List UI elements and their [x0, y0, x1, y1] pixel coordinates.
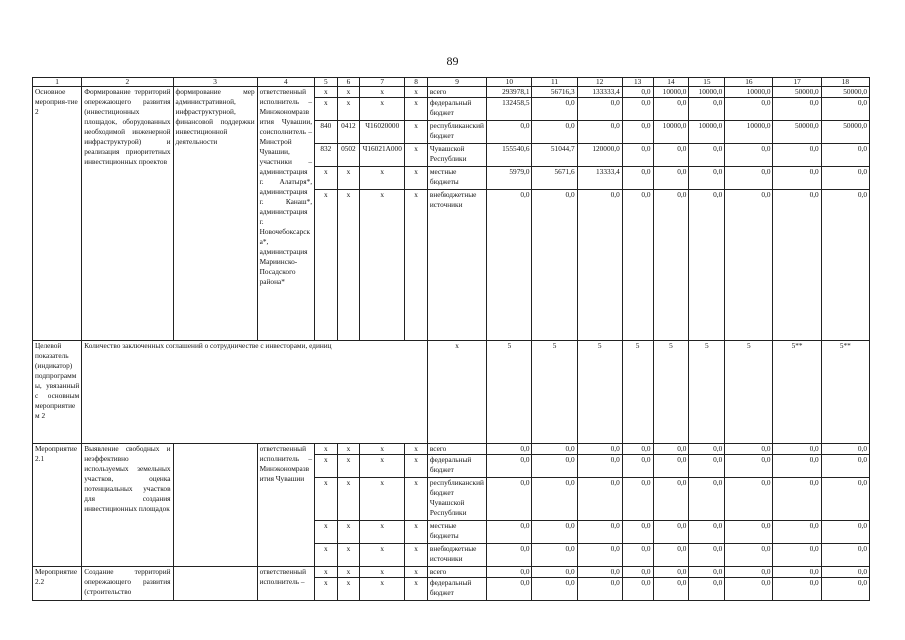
section-code: 0412 [337, 121, 360, 144]
expense-type-code: x [405, 544, 428, 567]
amount-cell: 0,0 [689, 567, 725, 578]
target-value: 5 [622, 341, 653, 444]
amount-cell: 0,0 [725, 444, 773, 455]
amount-cell: 0,0 [725, 98, 773, 121]
amount-cell: 0,0 [532, 578, 577, 601]
funding-source: местные бюджеты [427, 521, 486, 544]
amount-cell: 0,0 [577, 98, 622, 121]
target-article-code: x [360, 98, 405, 121]
amount-cell: 0,0 [725, 167, 773, 190]
amount-cell: 0,0 [773, 190, 821, 341]
amount-cell: 10000,0 [653, 87, 689, 98]
amount-cell: 0,0 [773, 144, 821, 167]
amount-cell: 0,0 [689, 98, 725, 121]
header-cell: 15 [689, 78, 725, 87]
amount-cell: 50000,0 [773, 87, 821, 98]
amount-cell: 0,0 [577, 190, 622, 341]
amount-cell: 0,0 [653, 167, 689, 190]
target-article-code: x [360, 87, 405, 98]
amount-cell: 0,0 [773, 521, 821, 544]
amount-cell: 0,0 [622, 167, 653, 190]
amount-cell: 0,0 [725, 567, 773, 578]
target-article-code: x [360, 521, 405, 544]
expense-type-code: x [405, 567, 428, 578]
target-value: 5** [821, 341, 869, 444]
grbs-code: x [315, 478, 338, 521]
funding-source: федеральный бюджет [427, 455, 486, 478]
header-cell: 2 [82, 78, 173, 87]
amount-cell: 0,0 [622, 455, 653, 478]
amount-cell: 0,0 [622, 144, 653, 167]
amount-cell: 0,0 [487, 521, 532, 544]
amount-cell: 0,0 [487, 455, 532, 478]
funding-source: республиканский бюджет [427, 121, 486, 144]
amount-cell: 0,0 [689, 190, 725, 341]
activity-measures [173, 444, 257, 567]
funding-source: федеральный бюджет [427, 578, 486, 601]
amount-cell: 132458,5 [487, 98, 532, 121]
activity-description: Выявление свободных и неэффективно используемых земельных участков, оценка потенциальных участков для создания инвестиционных площадок [82, 444, 173, 567]
amount-cell: 0,0 [577, 578, 622, 601]
amount-cell: 0,0 [689, 167, 725, 190]
expense-type-code: x [405, 444, 428, 455]
amount-cell: 0,0 [773, 444, 821, 455]
amount-cell: 0,0 [577, 544, 622, 567]
amount-cell: 0,0 [622, 578, 653, 601]
amount-cell: 0,0 [487, 478, 532, 521]
target-article-code: x [360, 190, 405, 341]
amount-cell: 0,0 [821, 578, 869, 601]
funding-source: всего [427, 444, 486, 455]
amount-cell: 0,0 [725, 478, 773, 521]
amount-cell: 0,0 [821, 544, 869, 567]
funding-source: местные бюджеты [427, 167, 486, 190]
amount-cell: 0,0 [622, 544, 653, 567]
amount-cell: 133333,4 [577, 87, 622, 98]
activity-label: Мероприятие 2.2 [33, 567, 82, 601]
amount-cell: 0,0 [725, 521, 773, 544]
header-cell: 18 [821, 78, 869, 87]
amount-cell: 0,0 [622, 98, 653, 121]
amount-cell: 0,0 [577, 521, 622, 544]
amount-cell: 0,0 [622, 444, 653, 455]
amount-cell: 10000,0 [725, 87, 773, 98]
header-cell: 4 [257, 78, 314, 87]
amount-cell: 0,0 [653, 144, 689, 167]
amount-cell: 50000,0 [821, 121, 869, 144]
amount-cell: 5671,6 [532, 167, 577, 190]
target-label: Целевой показатель (индикатор) подпрограммы, увязанный с основным мероприятием 2 [33, 341, 82, 444]
responsible-executor: ответственный исполнитель – [257, 567, 314, 601]
amount-cell: 50000,0 [821, 87, 869, 98]
amount-cell: 0,0 [773, 98, 821, 121]
amount-cell: 0,0 [577, 444, 622, 455]
section-code: x [337, 167, 360, 190]
header-cell: 12 [577, 78, 622, 87]
expense-type-code: x [405, 121, 428, 144]
header-cell: 1 [33, 78, 82, 87]
amount-cell: 0,0 [689, 578, 725, 601]
funding-source: всего [427, 567, 486, 578]
amount-cell: 0,0 [821, 478, 869, 521]
table-row [33, 87, 870, 98]
target-text: Количество заключенных соглашений о сотрудничестве с инвесторами, единиц [82, 341, 428, 444]
target-value: 5 [725, 341, 773, 444]
amount-cell: 0,0 [653, 578, 689, 601]
amount-cell: 10000,0 [653, 121, 689, 144]
amount-cell: 0,0 [773, 578, 821, 601]
grbs-code: x [315, 98, 338, 121]
amount-cell: 0,0 [689, 444, 725, 455]
amount-cell: 0,0 [653, 567, 689, 578]
section-code: x [337, 567, 360, 578]
amount-cell: 0,0 [622, 521, 653, 544]
amount-cell: 0,0 [577, 121, 622, 144]
header-cell: 5 [315, 78, 338, 87]
target-article-code: x [360, 478, 405, 521]
section-code: 0502 [337, 144, 360, 167]
amount-cell: 0,0 [487, 578, 532, 601]
expense-type-code: x [405, 521, 428, 544]
section-code: x [337, 521, 360, 544]
activity-measures: формирование мер административной, инфраструктурной, финансовой поддержки инвестиционной деятельности [173, 87, 257, 341]
activity-measures [173, 567, 257, 601]
amount-cell: 0,0 [653, 444, 689, 455]
amount-cell: 0,0 [622, 478, 653, 521]
target-article-code: Ч16020000 [360, 121, 405, 144]
target-value: 5 [487, 341, 532, 444]
target-article-code: x [360, 544, 405, 567]
amount-cell: 0,0 [653, 521, 689, 544]
grbs-code: x [315, 567, 338, 578]
expense-type-code: x [405, 98, 428, 121]
amount-cell: 0,0 [653, 98, 689, 121]
header-cell: 6 [337, 78, 360, 87]
section-code: x [337, 578, 360, 601]
target-mark: x [427, 341, 486, 444]
amount-cell: 10000,0 [689, 87, 725, 98]
grbs-code: x [315, 87, 338, 98]
amount-cell: 0,0 [577, 567, 622, 578]
target-value: 5 [532, 341, 577, 444]
amount-cell: 293978,1 [487, 87, 532, 98]
header-cell: 13 [622, 78, 653, 87]
amount-cell: 0,0 [653, 190, 689, 341]
grbs-code: x [315, 190, 338, 341]
amount-cell: 0,0 [532, 444, 577, 455]
funding-source: республиканский бюджет Чувашской Республики [427, 478, 486, 521]
grbs-code: x [315, 578, 338, 601]
amount-cell: 56716,3 [532, 87, 577, 98]
expense-type-code: x [405, 578, 428, 601]
target-value: 5** [773, 341, 821, 444]
target-article-code: Ч16021A000 [360, 144, 405, 167]
amount-cell: 0,0 [725, 144, 773, 167]
header-cell: 10 [487, 78, 532, 87]
section-code: x [337, 444, 360, 455]
amount-cell: 0,0 [653, 478, 689, 521]
funding-source: Чувашской Республики [427, 144, 486, 167]
amount-cell: 0,0 [773, 455, 821, 478]
amount-cell: 13333,4 [577, 167, 622, 190]
header-cell: 7 [360, 78, 405, 87]
amount-cell: 0,0 [532, 567, 577, 578]
expense-type-code: x [405, 190, 428, 341]
amount-cell: 0,0 [773, 167, 821, 190]
expense-type-code: x [405, 455, 428, 478]
amount-cell: 0,0 [821, 444, 869, 455]
amount-cell: 0,0 [653, 544, 689, 567]
section-code: x [337, 87, 360, 98]
amount-cell: 10000,0 [725, 121, 773, 144]
header-cell: 9 [427, 78, 486, 87]
target-value: 5 [577, 341, 622, 444]
grbs-code: x [315, 544, 338, 567]
amount-cell: 0,0 [689, 521, 725, 544]
amount-cell: 0,0 [532, 98, 577, 121]
target-value: 5 [689, 341, 725, 444]
activity-description: Формирование территорий опережающего развития (инвестиционных площадок, оборудованных необходимой инженерной инфраструктурой) и реализация приоритетных инвестиционных проектов [82, 87, 173, 341]
grbs-code: x [315, 455, 338, 478]
amount-cell: 0,0 [689, 455, 725, 478]
responsible-executor: ответственный исполнитель – Минэкономразвития Чувашии, соисполнитель – Минстрой Чувашии, участники – администрация г. Алатыря*, администрация г. Канаш*, администрация г. Новочебоксарска*, администрация Мариинско-Посадского района* [257, 87, 314, 341]
amount-cell: 0,0 [487, 567, 532, 578]
amount-cell: 0,0 [725, 455, 773, 478]
grbs-code: x [315, 167, 338, 190]
amount-cell: 120000,0 [577, 144, 622, 167]
section-code: x [337, 455, 360, 478]
header-cell: 8 [405, 78, 428, 87]
header-cell: 16 [725, 78, 773, 87]
amount-cell: 0,0 [689, 544, 725, 567]
amount-cell: 155540,6 [487, 144, 532, 167]
target-value: 5 [653, 341, 689, 444]
funding-source: всего [427, 87, 486, 98]
amount-cell: 0,0 [487, 544, 532, 567]
activity-label: Мероприятие 2.1 [33, 444, 82, 567]
amount-cell: 0,0 [773, 478, 821, 521]
expense-type-code: x [405, 144, 428, 167]
amount-cell: 0,0 [821, 190, 869, 341]
activity-label: Основное мероприя-тие 2 [33, 87, 82, 341]
funding-source: федеральный бюджет [427, 98, 486, 121]
grbs-code: x [315, 521, 338, 544]
amount-cell: 0,0 [577, 455, 622, 478]
amount-cell: 0,0 [689, 478, 725, 521]
expense-type-code: x [405, 167, 428, 190]
page-number: 89 [446, 54, 459, 68]
header-cell: 3 [173, 78, 257, 87]
amount-cell: 0,0 [622, 121, 653, 144]
header-cell: 14 [653, 78, 689, 87]
amount-cell: 50000,0 [773, 121, 821, 144]
amount-cell: 0,0 [821, 521, 869, 544]
funding-source: внебюджетные источники [427, 190, 486, 341]
amount-cell: 0,0 [532, 521, 577, 544]
amount-cell: 0,0 [577, 478, 622, 521]
section-code: x [337, 544, 360, 567]
section-code: x [337, 190, 360, 341]
amount-cell: 0,0 [487, 121, 532, 144]
table-row [33, 567, 870, 578]
target-indicator-row [33, 341, 870, 444]
expense-type-code: x [405, 478, 428, 521]
table-row [33, 444, 870, 455]
section-code: x [337, 478, 360, 521]
header-cell: 11 [532, 78, 577, 87]
amount-cell: 0,0 [532, 455, 577, 478]
amount-cell: 0,0 [821, 144, 869, 167]
amount-cell: 0,0 [821, 167, 869, 190]
amount-cell: 0,0 [689, 144, 725, 167]
responsible-executor: ответственный исполнитель – Минэкономразвития Чувашии [257, 444, 314, 567]
amount-cell: 0,0 [725, 190, 773, 341]
amount-cell: 0,0 [653, 455, 689, 478]
amount-cell: 0,0 [622, 190, 653, 341]
amount-cell: 0,0 [487, 190, 532, 341]
funding-source: внебюджетные источники [427, 544, 486, 567]
grbs-code: x [315, 444, 338, 455]
amount-cell: 0,0 [487, 444, 532, 455]
header-cell: 17 [773, 78, 821, 87]
target-article-code: x [360, 567, 405, 578]
amount-cell: 0,0 [532, 478, 577, 521]
amount-cell: 0,0 [773, 544, 821, 567]
expense-type-code: x [405, 87, 428, 98]
activity-description: Создание территорий опережающего развития (строительство [82, 567, 173, 601]
amount-cell: 5979,0 [487, 167, 532, 190]
amount-cell: 0,0 [622, 567, 653, 578]
grbs-code: 840 [315, 121, 338, 144]
amount-cell: 0,0 [725, 544, 773, 567]
target-article-code: x [360, 578, 405, 601]
amount-cell: 0,0 [821, 567, 869, 578]
amount-cell: 0,0 [725, 578, 773, 601]
amount-cell: 0,0 [821, 455, 869, 478]
target-article-code: x [360, 455, 405, 478]
amount-cell: 0,0 [532, 121, 577, 144]
header-row [33, 78, 870, 87]
amount-cell: 0,0 [532, 190, 577, 341]
amount-cell: 0,0 [622, 87, 653, 98]
section-code: x [337, 98, 360, 121]
amount-cell: 0,0 [821, 98, 869, 121]
amount-cell: 0,0 [532, 544, 577, 567]
target-article-code: x [360, 167, 405, 190]
amount-cell: 10000,0 [689, 121, 725, 144]
budget-table [32, 77, 870, 601]
grbs-code: 832 [315, 144, 338, 167]
amount-cell: 51044,7 [532, 144, 577, 167]
amount-cell: 0,0 [773, 567, 821, 578]
target-article-code: x [360, 444, 405, 455]
